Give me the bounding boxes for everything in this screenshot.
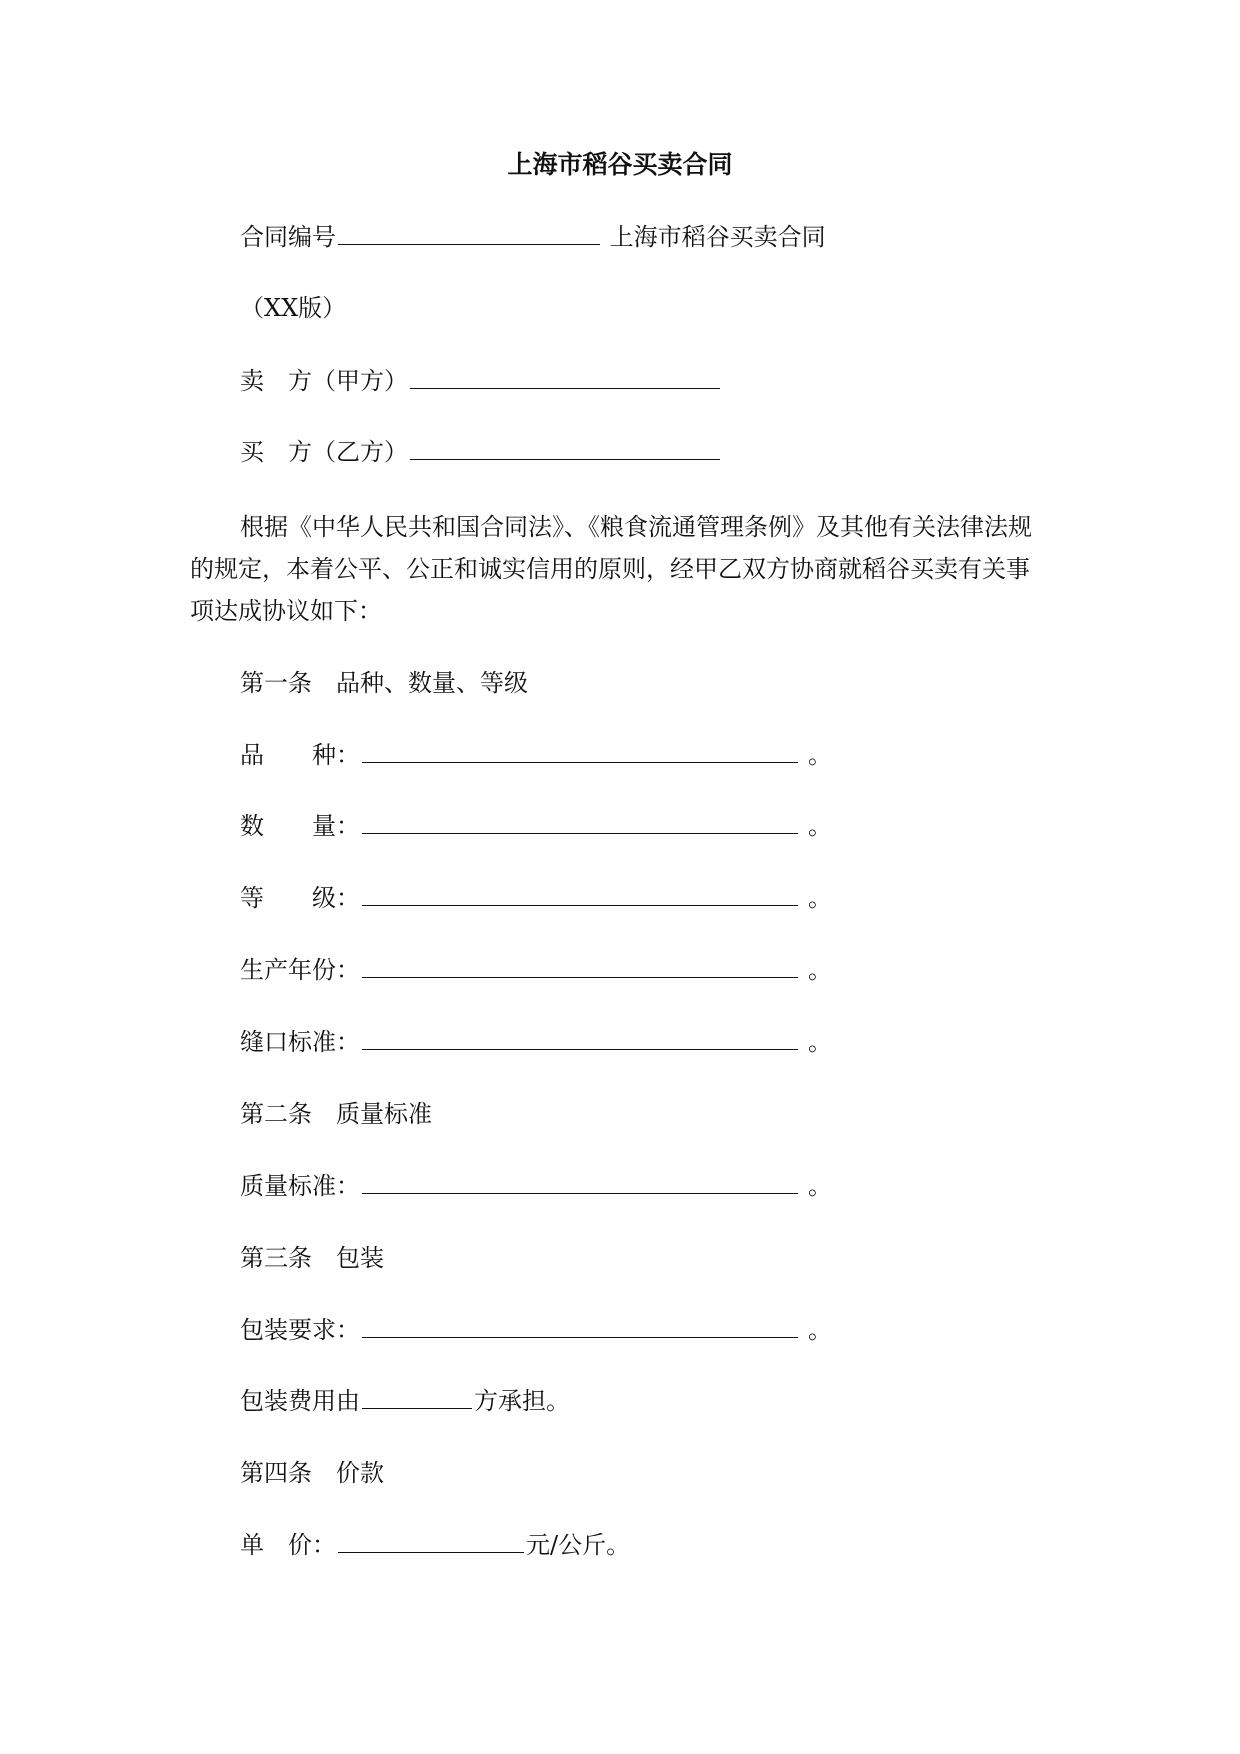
quality-standard-line [240,1171,832,1201]
field-end: 。 [808,812,832,840]
packaging-cost-blank[interactable] [362,1386,472,1409]
buyer-line [240,437,722,467]
grade-blank[interactable] [362,883,798,906]
article1-heading: 第一条 品种、数量、等级 [240,669,528,697]
buyer-label: 买 方（乙方） [240,438,408,466]
quality-standard-blank[interactable] [362,1171,798,1194]
document-title: 上海市稻谷买卖合同 [507,150,733,179]
seller-label: 卖 方（甲方） [240,367,408,395]
unit-price-blank[interactable] [338,1530,524,1553]
field-end: 。 [808,741,832,769]
field-label: 数 量： [240,812,360,840]
article3-heading: 第三条 包装 [240,1244,384,1272]
packaging-requirement-line [240,1315,832,1345]
quantity-line [240,811,832,841]
intro-paragraph: 根据《中华人民共和国合同法》、《粮食流通管理条例》及其他有关法律法规的规定，本着公平、公正和诚实信用的原则，经甲乙双方协商就稻谷买卖有关事项达成协议如下： [190,513,1032,625]
article4-heading: 第四条 价款 [240,1459,384,1487]
contract-number-line [240,222,826,252]
seam-standard-line [240,1027,832,1057]
contract-number-label: 合同编号 [240,223,336,251]
quantity-blank[interactable] [362,811,798,834]
field-label: 生产年份： [240,956,360,984]
contract-number-blank[interactable] [338,222,600,245]
packaging-cost-prefix: 包装费用由 [240,1387,360,1415]
variety-blank[interactable] [362,740,798,763]
field-end: 。 [808,884,832,912]
packaging-cost-line [240,1386,570,1416]
field-label: 等 级： [240,884,360,912]
contract-number-suffix: 上海市稻谷买卖合同 [602,223,826,251]
seller-blank[interactable] [410,366,720,389]
field-end: 。 [808,1172,832,1200]
field-end: 。 [808,956,832,984]
field-label: 品 种： [240,741,360,769]
field-label: 质量标准： [240,1172,360,1200]
unit-price-line [240,1530,630,1560]
unit-price-label: 单 价： [240,1531,336,1559]
seller-line [240,366,722,396]
field-label: 缝口标准： [240,1028,360,1056]
field-end: 。 [808,1316,832,1344]
seam-standard-blank[interactable] [362,1027,798,1050]
variety-line [240,740,832,770]
unit-price-unit: 元/公斤。 [526,1531,631,1559]
production-year-blank[interactable] [362,955,798,978]
field-label: 包装要求： [240,1316,360,1344]
production-year-line [240,955,832,985]
buyer-blank[interactable] [410,437,720,460]
field-end: 。 [808,1028,832,1056]
packaging-cost-suffix: 方承担。 [474,1387,570,1415]
version-line: （XX版） [240,294,347,322]
packaging-requirement-blank[interactable] [362,1315,798,1338]
article2-heading: 第二条 质量标准 [240,1100,432,1128]
grade-line [240,883,832,913]
